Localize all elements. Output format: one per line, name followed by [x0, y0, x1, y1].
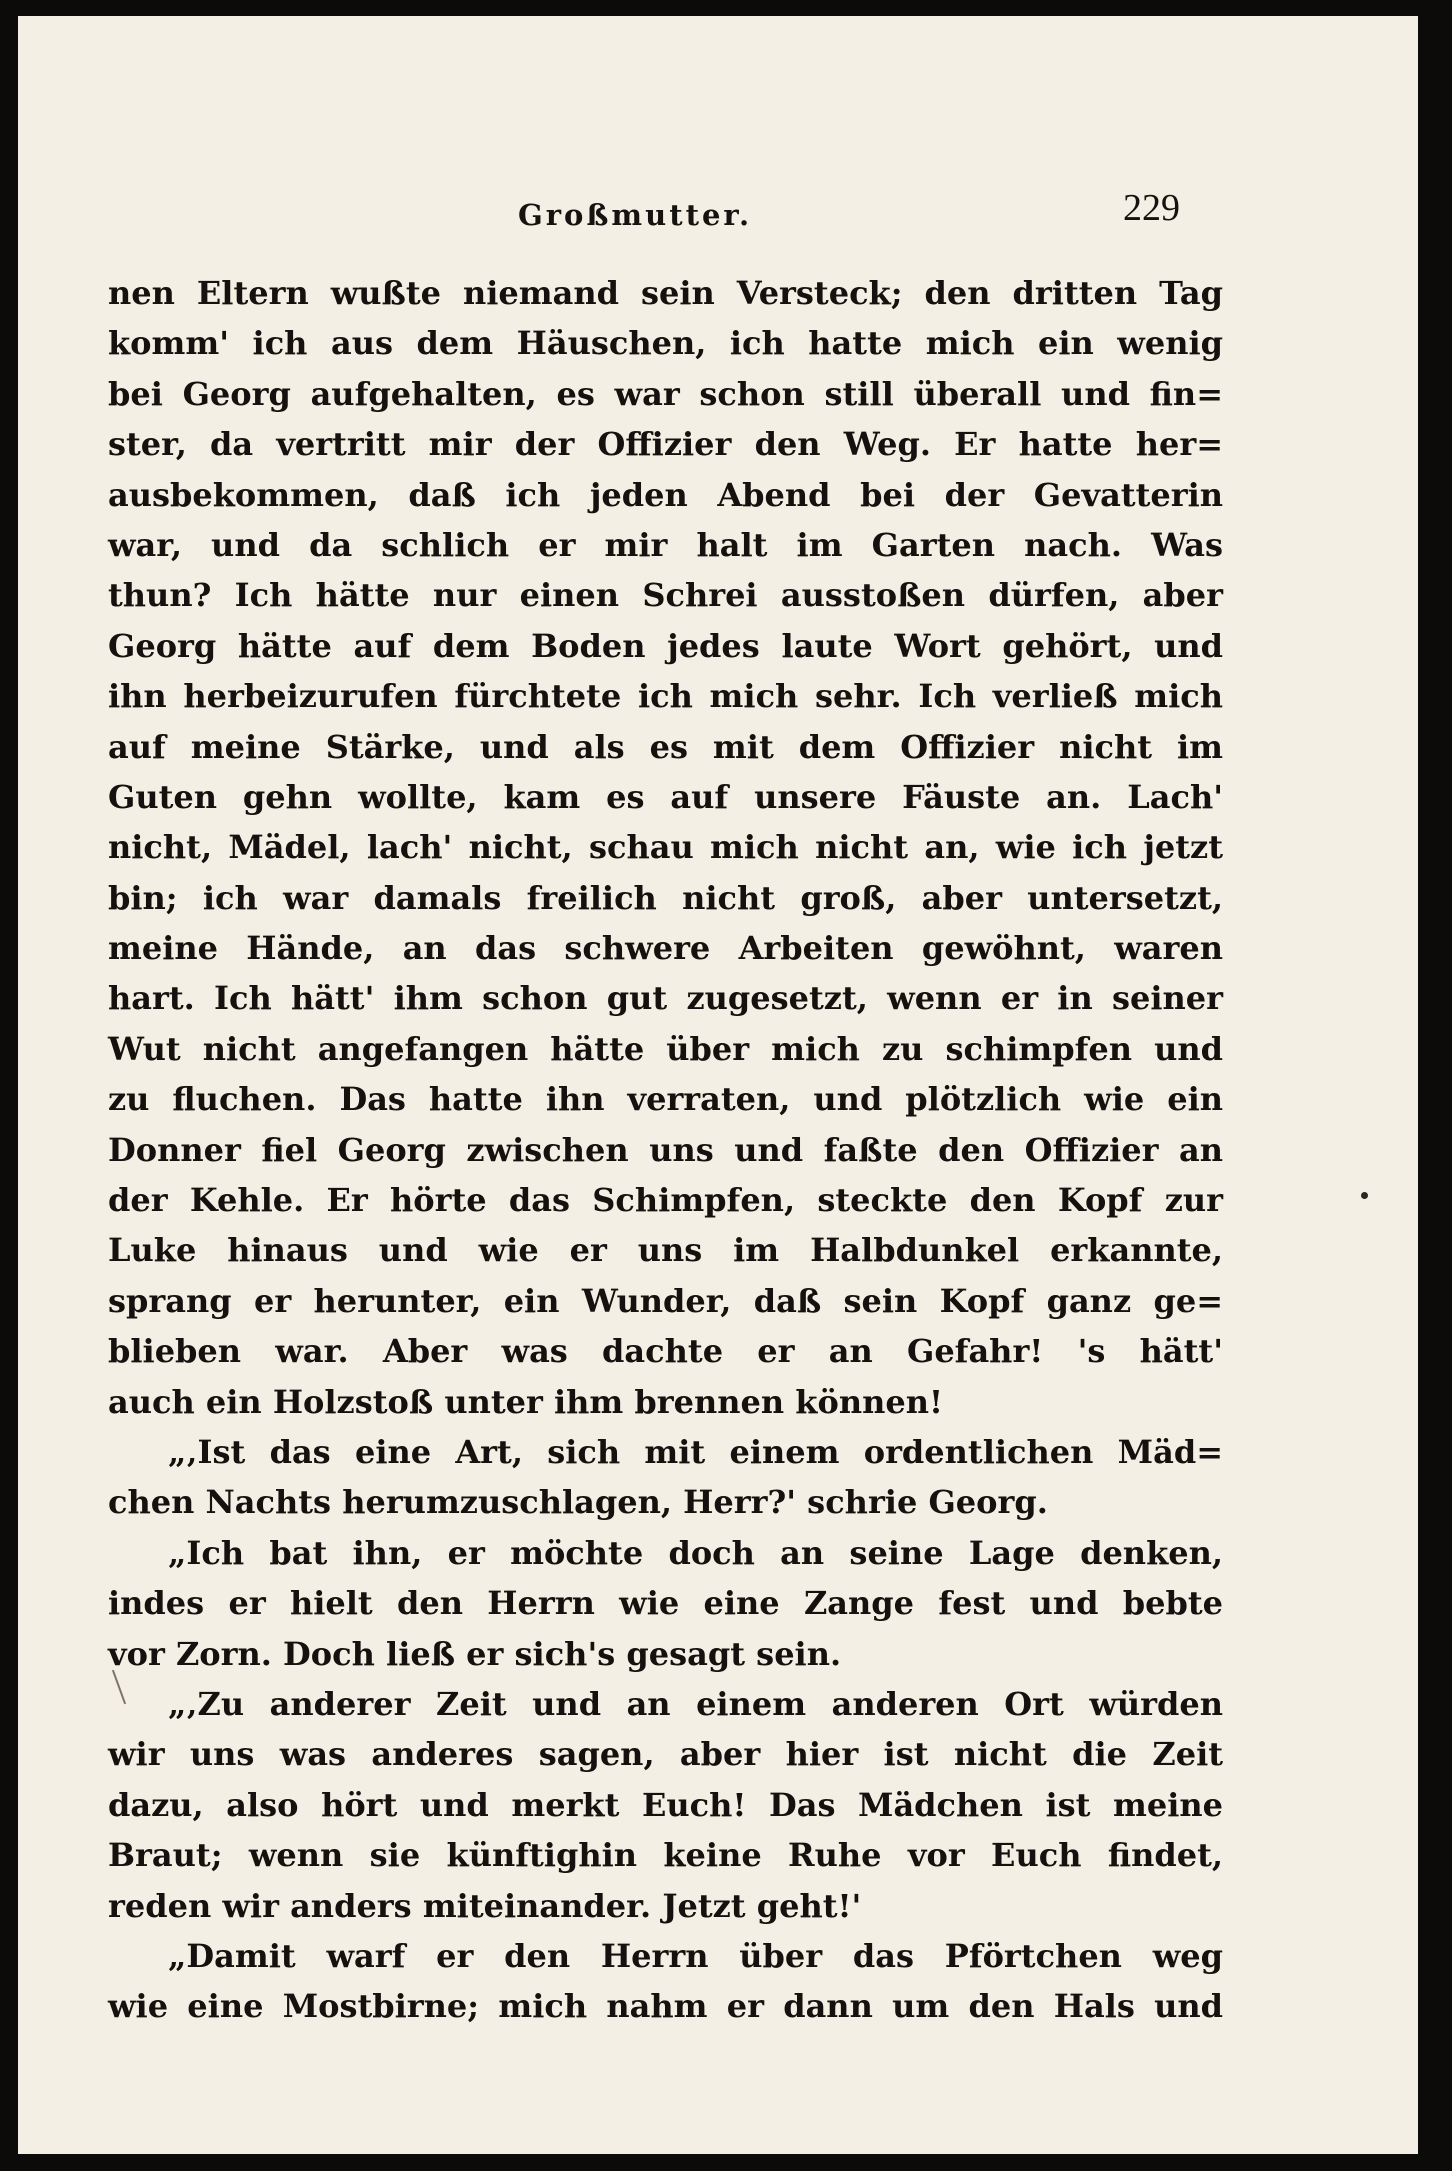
text-line: ihn herbeizurufen fürchtete ich mich sehr. Ich verließ mich — [108, 677, 1223, 716]
text-line: Braut; wenn sie künftighin keine Ruhe vor Euch findet, — [108, 1836, 1223, 1875]
text-line: Luke hinaus und wie er uns im Halbdunkel erkannte, — [108, 1231, 1223, 1270]
page-header — [128, 186, 1180, 236]
text-line: chen Nachts herumzuschlagen, Herr?' schrie Georg. — [108, 1483, 1048, 1522]
text-line: blieben war. Aber was dachte er an Gefahr! 's hätt' — [108, 1332, 1223, 1371]
text-line: nicht, Mädel, lach' nicht, schau mich nicht an, wie ich jetzt — [108, 828, 1223, 867]
text-line: Donner fiel Georg zwischen uns und faßte den Offizier an — [108, 1130, 1223, 1169]
text-line: hart. Ich hätt' ihm schon gut zugesetzt, wenn er in seiner — [108, 979, 1223, 1018]
text-line: der Kehle. Er hörte das Schimpfen, steckte den Kopf zur — [108, 1181, 1223, 1220]
text-line: zu fluchen. Das hatte ihn verraten, und plötzlich wie ein — [108, 1080, 1223, 1119]
text-line: meine Hände, an das schwere Arbeiten gewöhnt, waren — [108, 929, 1223, 968]
text-line: auch ein Holzstoß unter ihm brennen können! — [108, 1382, 944, 1421]
text-line: auf meine Stärke, und als es mit dem Offizier nicht im — [108, 727, 1223, 766]
text-line: ster, da vertritt mir der Offizier den Weg. Er hatte her= — [108, 425, 1223, 464]
text-line: bin; ich war damals freilich nicht groß, aber untersetzt, — [108, 878, 1223, 917]
text-line: „‚Zu anderer Zeit und an einem anderen Ort würden — [168, 1684, 1223, 1723]
book-page — [18, 16, 1418, 2154]
text-line: Georg hätte auf dem Boden jedes laute Wort gehört, und — [108, 626, 1223, 665]
body-text — [108, 268, 1223, 2032]
text-line: wie eine Mostbirne; mich nahm er dann um den Hals und — [108, 1987, 1223, 2026]
running-title: Großmutter. — [518, 198, 753, 232]
text-line: wir uns was anderes sagen, aber hier ist nicht die Zeit — [108, 1735, 1223, 1774]
text-line: indes er hielt den Herrn wie eine Zange fest und bebte — [108, 1584, 1223, 1623]
text-line: thun? Ich hätte nur einen Schrei ausstoßen dürfen, aber — [108, 576, 1223, 615]
text-line: komm' ich aus dem Häuschen, ich hatte mich ein wenig — [108, 324, 1223, 363]
text-line: ausbekommen, daß ich jeden Abend bei der Gevatterin — [108, 475, 1223, 514]
text-line: „‚Ist das eine Art, sich mit einem ordentlichen Mäd= — [168, 1432, 1223, 1471]
ink-speck — [1361, 1192, 1368, 1199]
text-line: vor Zorn. Doch ließ er sich's gesagt sein. — [108, 1634, 842, 1673]
text-line: „Damit warf er den Herrn über das Pförtchen weg — [168, 1936, 1223, 1975]
text-line: dazu, also hört und merkt Euch! Das Mädchen ist meine — [108, 1785, 1223, 1824]
text-line: „Ich bat ihn, er möchte doch an seine Lage denken, — [168, 1533, 1223, 1572]
text-line: sprang er herunter, ein Wunder, daß sein Kopf ganz ge= — [108, 1281, 1223, 1320]
text-line: war, und da schlich er mir halt im Garten nach. Was — [108, 525, 1223, 564]
text-line: nen Eltern wußte niemand sein Versteck; den dritten Tag — [108, 274, 1223, 312]
text-line: Wut nicht angefangen hätte über mich zu schimpfen und — [108, 1029, 1223, 1068]
text-line: Guten gehn wollte, kam es auf unsere Fäuste an. Lach' — [108, 777, 1223, 816]
page-number: 229 — [1123, 187, 1180, 229]
text-line: reden wir anders miteinander. Jetzt geht!' — [108, 1886, 862, 1925]
text-line: bei Georg aufgehalten, es war schon still überall und fin= — [108, 374, 1223, 413]
